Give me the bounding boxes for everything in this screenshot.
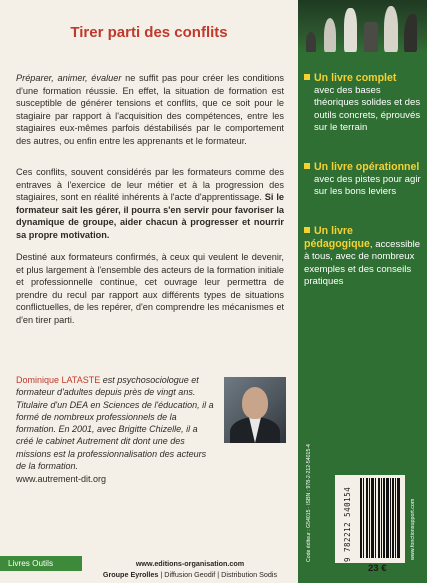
third-paragraph: Destiné aux formateurs confirmés, à ceux qui veulent le devenir, et plus largement à l'ensemble des acteurs de la formation initiale et professionnelle continue, cet ouvrage leur permettra de prendre du recul par rapport aux différents types de situations conflictuelles, de les repérer, d'en comprendre les mécanismes et d'en tirer parti. <box>16 252 284 325</box>
bullet-pedagogical <box>304 225 424 288</box>
author-url[interactable]: www.autrement-dit.org <box>16 474 107 485</box>
bullet-square-icon <box>304 74 310 80</box>
photo-face <box>242 387 268 419</box>
bullet-complete <box>304 72 424 134</box>
bullet-operational <box>304 161 424 199</box>
bullet-pedagogical-head: Un livre pédagogique <box>304 225 370 251</box>
bullet-square-icon <box>304 227 310 233</box>
intro-paragraph <box>16 72 284 148</box>
bullet-operational-head: Un livre opérationnel <box>304 161 419 173</box>
book-title: Tirer parti des conflits <box>70 24 228 41</box>
author-name: Dominique LATASTE <box>16 375 101 385</box>
chess-piece-bishop <box>324 18 336 52</box>
bullet-operational-text: avec des pistes pour agir sur les bons leviers <box>314 174 421 198</box>
author-bio <box>16 374 216 486</box>
bullet-complete-text: avec des bases théoriques solides et des outils concrets, éprouvés sur le terrain <box>314 85 421 133</box>
barcode <box>360 478 400 558</box>
collection-badge: Livres Outils <box>0 556 82 571</box>
publisher-website[interactable]: www.editions-organisation.com <box>135 559 245 568</box>
intro-rest: ne suffit pas pour créer les conditions d'une formation réussie. En effet, la situation de formation est susceptible de générer tensions et conflits, que ce soit pour le stagiaire par rapport à l'acquisition des compétences, entre les stagiaires eux-mêmes parfois déstabilisés par le comportement des autres, ou enfin entre les apprenants et le formateur. <box>16 73 284 146</box>
chess-piece-rook <box>364 22 378 52</box>
publisher-line <box>90 570 290 579</box>
second-paragraph-bold: Si le formateur sait les gérer, il pourra s'en servir pour favoriser la dynamique de groupe, aider chacun à progresser et nourrir sa propre motivation. <box>16 192 284 240</box>
price: 23 € <box>368 563 387 574</box>
side-website: www.fonctionsupport.com <box>410 498 416 560</box>
chess-piece-king <box>344 8 357 52</box>
barcode-digits: 9 782212 540154 <box>343 486 352 562</box>
bullet-complete-head: Un livre complet <box>304 72 396 84</box>
publisher-name: Groupe Eyrolles <box>102 570 159 579</box>
second-paragraph <box>16 166 284 242</box>
bullet-pedagogical-text: , accessible à tous, avec de nombreux exemples et des conseils pratiques <box>304 239 421 287</box>
author-photo <box>224 377 286 443</box>
distribution-text: | Diffusion Geodif | Distribution Sodis <box>158 570 278 579</box>
bullet-square-icon <box>304 163 310 169</box>
chess-piece-knight <box>404 14 417 52</box>
chess-piece-pawn <box>306 32 316 52</box>
author-bio-text: est psychosociologue et formateur d'adultes depuis près de vingt ans. Titulaire d'un DEA en Sciences de l'éducation, il a formé de nombreux professionnels de la formation. En 2001, avec Brigitte Chizelle, il a créé le cabinet Autrement dit dont une des missions est la professionnalisation des acteurs de la formation. <box>16 375 214 472</box>
chess-pieces-image <box>298 0 427 52</box>
intro-lead: Préparer, animer, évaluer <box>16 73 122 83</box>
chess-piece-queen <box>384 6 398 52</box>
second-paragraph-text: Ces conflits, souvent considérés par les formateurs comme des entraves à l'exercice de leur métier et à la progression des stagiaires, sont en réalité inhérents à l'acte d'apprentissage. <box>16 167 284 203</box>
isbn-code: Code éditeur : G54015 · ISBN : 978-2-212-54015-4 <box>306 444 312 562</box>
